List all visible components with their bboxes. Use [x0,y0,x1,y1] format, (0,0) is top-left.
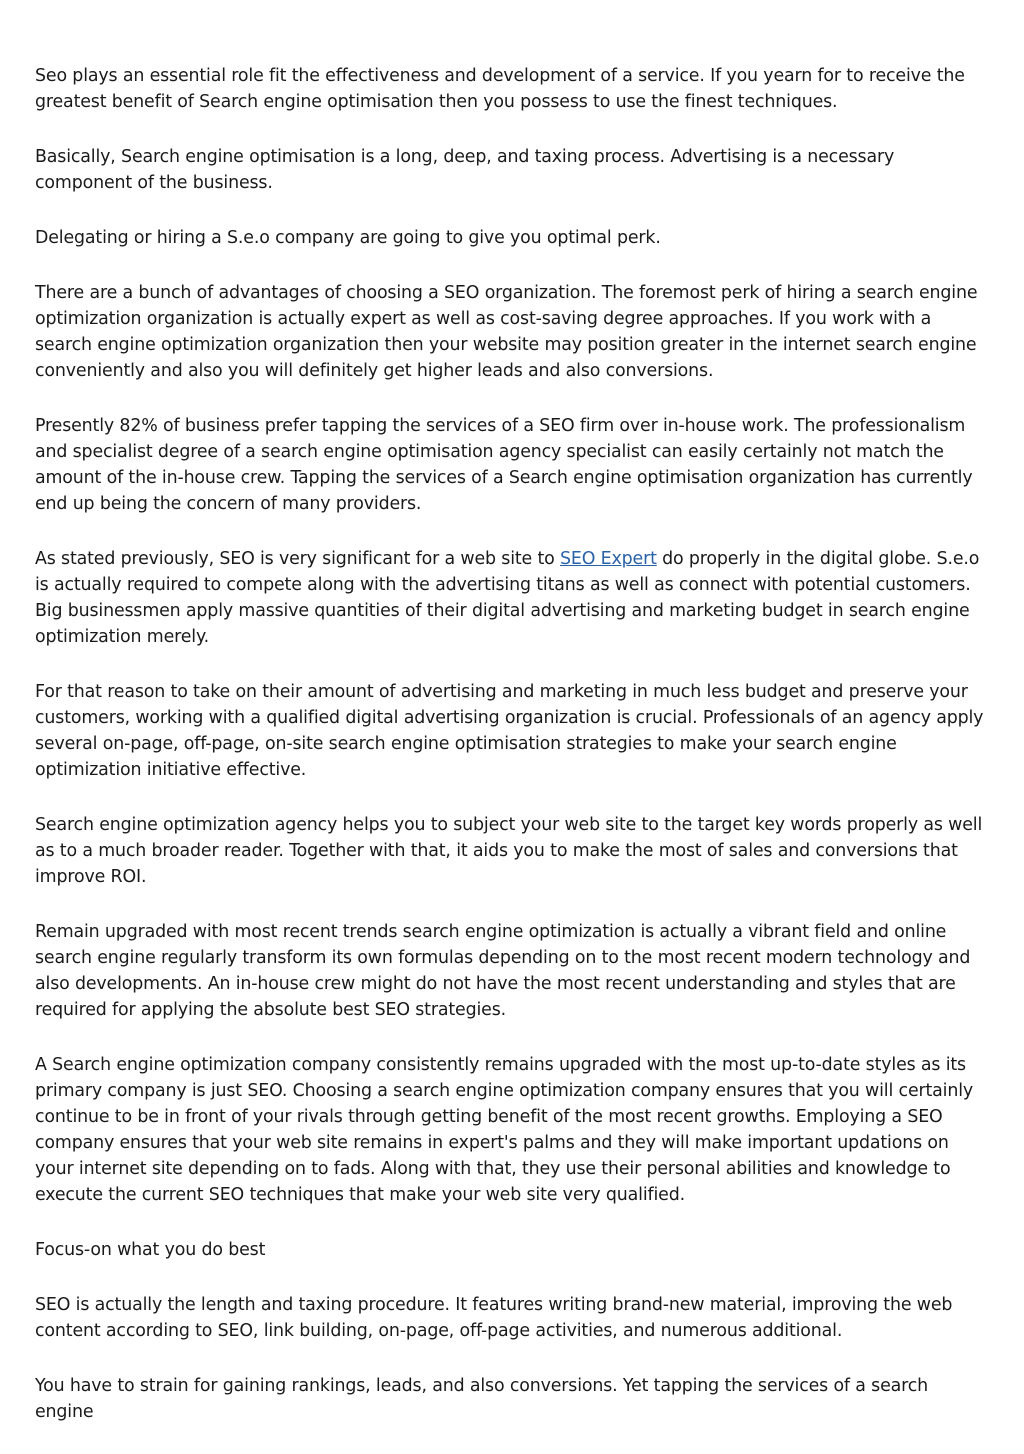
paragraph: SEO is actually the length and taxing procedure. It features writing brand-new material, improving the web content according to SEO, link building, on-page, off-page activities, and numerous additional. [35,1295,953,1341]
paragraph: You have to strain for gaining rankings, leads, and also conversions. Yet tapping the services of a search engine [35,1376,929,1422]
paragraph: Search engine optimization agency helps you to subject your web site to the target key words properly as well as to a much broader reader. Together with that, it aids you to make the most of sales and conversions that improve ROI. [35,815,983,887]
paragraph: Delegating or hiring a S.e.o company are going to give you optimal perk. [35,228,661,248]
paragraph-text: do properly in the digital globe. S.e.o is actually required to compete along with the advertising titans as well as connect with potential customers. Big businessmen apply massive quantities of their digital advertising and marketing budget in search engine optimization merely. [35,549,980,647]
paragraph-with-link [35,546,990,650]
seo-expert-link[interactable]: SEO Expert [560,549,657,569]
paragraph: Seo plays an essential role fit the effectiveness and development of a service. If you yearn for to receive the greatest benefit of Search engine optimisation then you possess to use the finest techniques. [35,66,965,112]
paragraph-text: As stated previously, SEO is very significant for a web site to [35,549,561,569]
document-body [35,63,990,1454]
subheading-paragraph: Focus-on what you do best [35,1240,266,1260]
paragraph: Remain upgraded with most recent trends search engine optimization is actually a vibrant field and online search engine regularly transform its own formulas depending on to the most recent modern technology and also developments. An in-house crew might do not have the most recent understanding and styles that are required for applying the absolute best SEO strategies. [35,922,971,1020]
paragraph: Basically, Search engine optimisation is a long, deep, and taxing process. Advertising is a necessary component of the business. [35,147,895,193]
paragraph: For that reason to take on their amount of advertising and marketing in much less budget and preserve your customers, working with a qualified digital advertising organization is crucial. Professionals of an agency apply several on-page, off-page, on-site search engine optimisation strategies to make your search engine optimization initiative effective. [35,682,984,780]
paragraph: There are a bunch of advantages of choosing a SEO organization. The foremost perk of hiring a search engine optimization organization is actually expert as well as cost-saving degree approaches. If you work with a search engine optimization organization then your website may position greater in the internet search engine conveniently and also you will definitely get higher leads and also conversions. [35,283,978,381]
paragraph: A Search engine optimization company consistently remains upgraded with the most up-to-date styles as its primary company is just SEO. Choosing a search engine optimization company ensures that you will certainly continue to be in front of your rivals through getting benefit of the most recent growths. Employing a SEO company ensures that your web site remains in expert's palms and they will make important updations on your internet site depending on to fads. Along with that, they use their personal abilities and knowledge to execute the current SEO techniques that make your web site very qualified. [35,1055,974,1205]
paragraph: Presently 82% of business prefer tapping the services of a SEO firm over in-house work. The professionalism and specialist degree of a search engine optimisation agency specialist can easily certainly not match the amount of the in-house crew. Tapping the services of a Search engine optimisation organization has currently end up being the concern of many providers. [35,416,973,514]
